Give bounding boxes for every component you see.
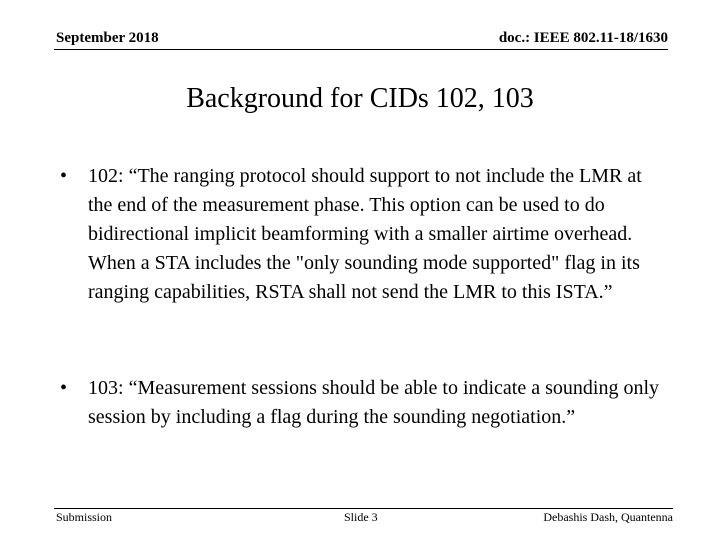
- bullet-content: [88, 374, 660, 432]
- bullet-item-103: [60, 374, 660, 432]
- footer-slide-number: Slide 3: [344, 510, 378, 524]
- header-doc-id: doc.: IEEE 802.11-18/1630: [498, 30, 668, 46]
- bullet-marker: •: [60, 377, 68, 399]
- bullet-marker: •: [60, 165, 68, 187]
- bullet-content: [88, 162, 660, 307]
- bullet-text: “Measurement sessions should be able to indicate a sounding only session by including a flag during the sounding negotiation.”: [88, 377, 660, 428]
- footer-author: Debashis Dash, Quantenna: [543, 510, 673, 524]
- bullet-text: “The ranging protocol should support to not include the LMR at the end of the measurement phase. This option can be used to do bidirectional implicit beamforming with a smaller airtime overhead. When a STA includes the "only sounding mode supported" flag in its ranging capabilities, RSTA shall not send the LMR to this ISTA.”: [88, 165, 642, 303]
- header-date: September 2018: [56, 30, 159, 46]
- footer-submission: Submission: [56, 510, 113, 524]
- slide-title: Background for CIDs 102, 103: [186, 83, 534, 114]
- footer-divider: [54, 508, 673, 509]
- bullet-label: 102:: [88, 165, 129, 187]
- bullet-item-102: [60, 162, 660, 307]
- header-divider: [54, 49, 668, 50]
- bullet-label: 103:: [88, 377, 129, 399]
